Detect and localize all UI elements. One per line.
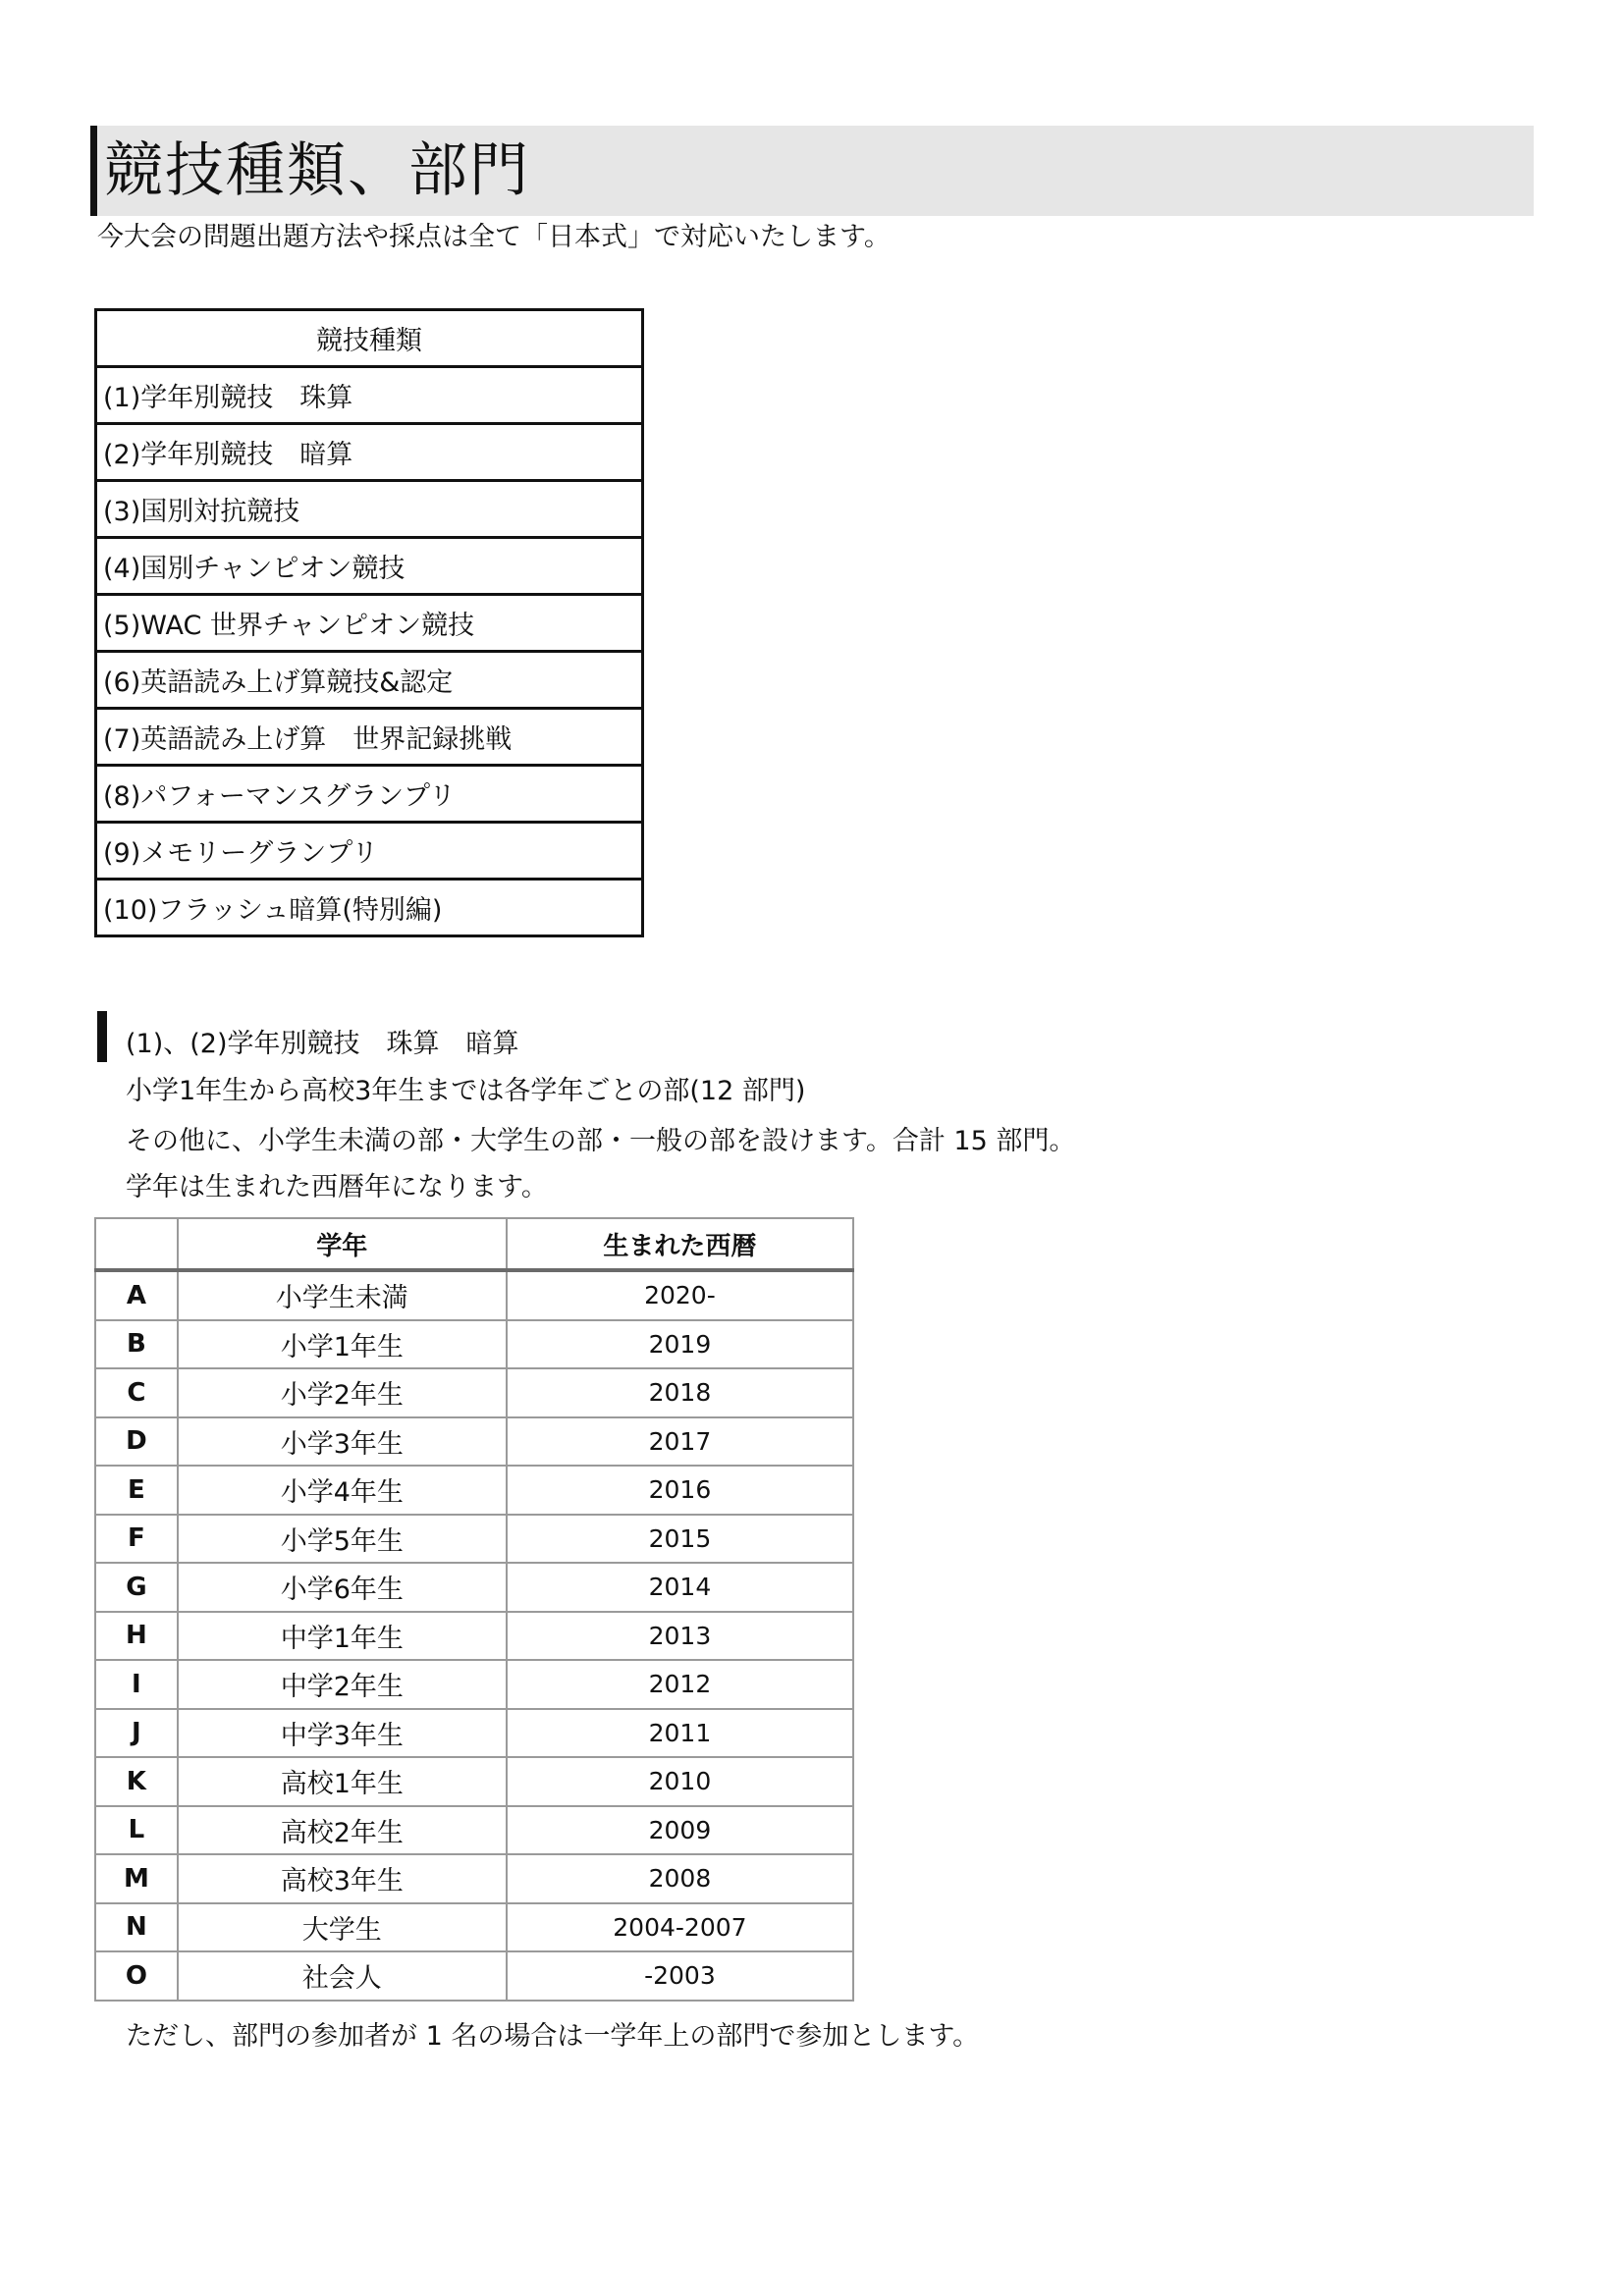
division-birth-year: 2020- bbox=[507, 1270, 853, 1320]
division-code: C bbox=[95, 1368, 178, 1417]
events-row bbox=[96, 709, 643, 766]
table-row bbox=[95, 1368, 853, 1417]
events-row bbox=[96, 595, 643, 652]
division-code: E bbox=[95, 1466, 178, 1515]
events-cell: (6)英語読み上げ算競技&認定 bbox=[96, 652, 643, 709]
division-grade: 中学3年生 bbox=[178, 1709, 507, 1758]
grades-header-code bbox=[95, 1218, 178, 1270]
events-table bbox=[94, 308, 644, 937]
division-code: I bbox=[95, 1660, 178, 1709]
division-grade: 中学1年生 bbox=[178, 1612, 507, 1661]
division-birth-year: 2016 bbox=[507, 1466, 853, 1515]
division-birth-year: 2015 bbox=[507, 1515, 853, 1564]
division-code: L bbox=[95, 1806, 178, 1855]
table-row bbox=[95, 1320, 853, 1369]
division-grade: 小学4年生 bbox=[178, 1466, 507, 1515]
division-code: H bbox=[95, 1612, 178, 1661]
division-code: K bbox=[95, 1757, 178, 1806]
division-grade: 高校3年生 bbox=[178, 1854, 507, 1903]
table-row bbox=[95, 1270, 853, 1320]
events-header-row bbox=[96, 310, 643, 367]
division-grade: 高校2年生 bbox=[178, 1806, 507, 1855]
table-row bbox=[95, 1515, 853, 1564]
table-row bbox=[95, 1757, 853, 1806]
division-grade: 社会人 bbox=[178, 1951, 507, 2001]
events-row bbox=[96, 880, 643, 936]
events-cell: (5)WAC 世界チャンピオン競技 bbox=[96, 595, 643, 652]
page-title: 競技種類、部門 bbox=[104, 136, 530, 205]
events-row bbox=[96, 367, 643, 424]
division-birth-year: 2012 bbox=[507, 1660, 853, 1709]
division-code: F bbox=[95, 1515, 178, 1564]
intro-text: 今大会の問題出題方法や採点は全て「日本式」で対応いたします。 bbox=[97, 222, 891, 252]
division-code: N bbox=[95, 1903, 178, 1952]
events-row bbox=[96, 652, 643, 709]
events-cell: (7)英語読み上げ算 世界記録挑戦 bbox=[96, 709, 643, 766]
division-grade: 小学3年生 bbox=[178, 1417, 507, 1467]
section-line: 学年は生まれた西暦年になります。 bbox=[126, 1172, 548, 1202]
grades-header-year: 生まれた西暦 bbox=[507, 1218, 853, 1270]
events-header-cell: 競技種類 bbox=[96, 310, 643, 367]
division-code: M bbox=[95, 1854, 178, 1903]
grades-header-row bbox=[95, 1218, 853, 1270]
division-birth-year: 2019 bbox=[507, 1320, 853, 1369]
division-code: A bbox=[95, 1270, 178, 1320]
division-grade: 小学2年生 bbox=[178, 1368, 507, 1417]
division-grade: 小学5年生 bbox=[178, 1515, 507, 1564]
events-cell: (1)学年別競技 珠算 bbox=[96, 367, 643, 424]
division-grade: 高校1年生 bbox=[178, 1757, 507, 1806]
division-code: J bbox=[95, 1709, 178, 1758]
division-code: G bbox=[95, 1563, 178, 1612]
events-row bbox=[96, 481, 643, 538]
division-grade: 小学生未満 bbox=[178, 1270, 507, 1320]
division-grade: 小学1年生 bbox=[178, 1320, 507, 1369]
table-row bbox=[95, 1417, 853, 1467]
events-cell: (3)国別対抗競技 bbox=[96, 481, 643, 538]
table-row bbox=[95, 1854, 853, 1903]
events-row bbox=[96, 766, 643, 823]
title-accent-bar bbox=[90, 126, 97, 216]
division-code: D bbox=[95, 1417, 178, 1467]
events-row bbox=[96, 823, 643, 880]
division-grade: 大学生 bbox=[178, 1903, 507, 1952]
section-marker bbox=[97, 1011, 107, 1062]
division-code: B bbox=[95, 1320, 178, 1369]
division-birth-year: 2018 bbox=[507, 1368, 853, 1417]
grades-table bbox=[94, 1217, 854, 2002]
table-row bbox=[95, 1951, 853, 2001]
division-grade: 小学6年生 bbox=[178, 1563, 507, 1612]
division-birth-year: 2017 bbox=[507, 1417, 853, 1467]
table-row bbox=[95, 1806, 853, 1855]
division-birth-year: 2010 bbox=[507, 1757, 853, 1806]
division-birth-year: 2009 bbox=[507, 1806, 853, 1855]
events-cell: (2)学年別競技 暗算 bbox=[96, 424, 643, 481]
events-cell: (10)フラッシュ暗算(特別編) bbox=[96, 880, 643, 936]
events-cell: (9)メモリーグランプリ bbox=[96, 823, 643, 880]
division-birth-year: 2014 bbox=[507, 1563, 853, 1612]
table-row bbox=[95, 1903, 853, 1952]
division-birth-year: 2011 bbox=[507, 1709, 853, 1758]
section-line: その他に、小学生未満の部・大学生の部・一般の部を設けます。合計 15 部門。 bbox=[126, 1126, 1076, 1156]
table-row bbox=[95, 1660, 853, 1709]
table-row bbox=[95, 1563, 853, 1612]
events-cell: (4)国別チャンピオン競技 bbox=[96, 538, 643, 595]
section-line: 小学1年生から高校3年生までは各学年ごとの部(12 部門) bbox=[126, 1076, 806, 1106]
section-heading: (1)、(2)学年別競技 珠算 暗算 bbox=[126, 1029, 519, 1059]
division-birth-year: 2004-2007 bbox=[507, 1903, 853, 1952]
events-cell: (8)パフォーマンスグランプリ bbox=[96, 766, 643, 823]
division-grade: 中学2年生 bbox=[178, 1660, 507, 1709]
events-row bbox=[96, 538, 643, 595]
table-row bbox=[95, 1612, 853, 1661]
division-birth-year: 2013 bbox=[507, 1612, 853, 1661]
division-birth-year: 2008 bbox=[507, 1854, 853, 1903]
table-row bbox=[95, 1709, 853, 1758]
grades-header-grade: 学年 bbox=[178, 1218, 507, 1270]
division-code: O bbox=[95, 1951, 178, 2001]
participation-note: ただし、部門の参加者が 1 名の場合は一学年上の部門で参加とします。 bbox=[126, 2021, 980, 2052]
events-row bbox=[96, 424, 643, 481]
table-row bbox=[95, 1466, 853, 1515]
division-birth-year: -2003 bbox=[507, 1951, 853, 2001]
